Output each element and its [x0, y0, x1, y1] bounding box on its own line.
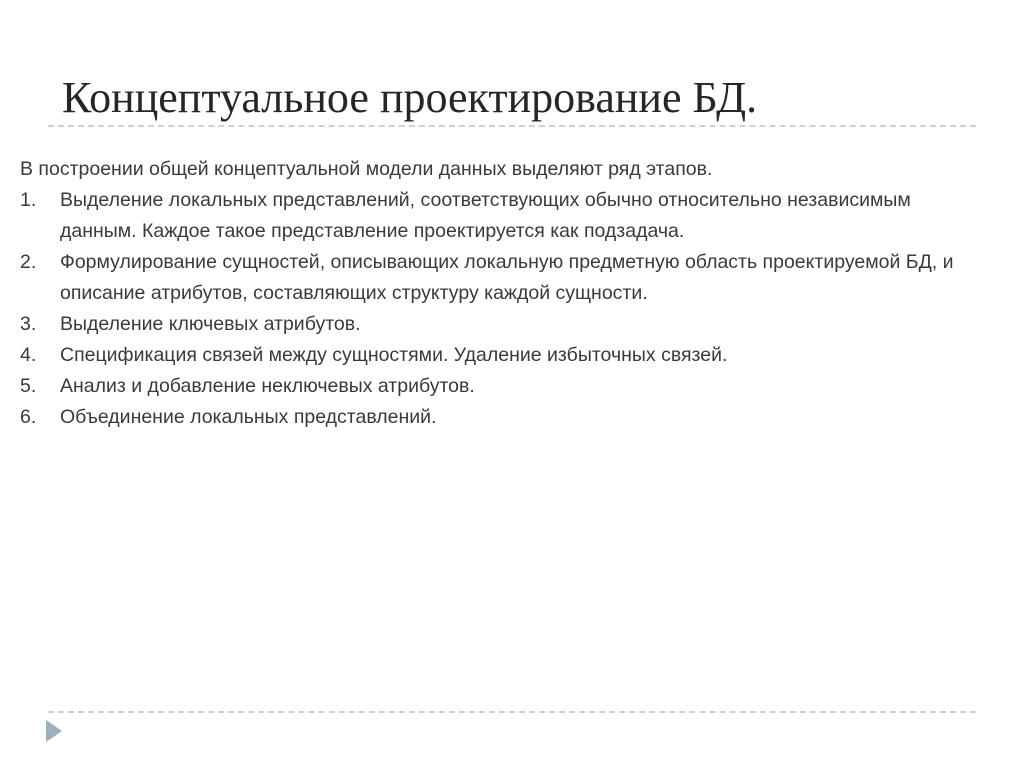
step-number: 2.: [20, 251, 37, 273]
step-number: 4.: [20, 344, 37, 366]
list-item: [20, 185, 990, 247]
step-number: 6.: [20, 406, 37, 428]
step-text: Формулирование сущностей, описывающих локальную предметную область проектируемой БД, и описание атрибутов, составляющих структуру каждой сущности.: [60, 251, 954, 304]
intro-text: В построении общей концептуальной модели данных выделяют ряд этапов.: [20, 158, 713, 180]
step-text: Выделение ключевых атрибутов.: [60, 313, 361, 335]
list-item: [20, 247, 990, 309]
step-number: 5.: [20, 375, 37, 397]
triangle-right-icon[interactable]: [46, 720, 62, 742]
slide-title: Концептуальное проектирование БД.: [62, 73, 758, 122]
step-text: Объединение локальных представлений.: [60, 406, 437, 428]
list-item: [20, 402, 990, 433]
step-number: 1.: [20, 189, 37, 211]
slide-body: [20, 154, 990, 433]
steps-list: [20, 185, 990, 433]
list-item: [20, 309, 990, 340]
list-item: [20, 371, 990, 402]
step-text: Анализ и добавление неключевых атрибутов.: [60, 375, 475, 397]
step-text: Выделение локальных представлений, соответствующих обычно относительно независимым данным. Каждое такое представление проектируется как подзадача.: [60, 189, 911, 242]
footer-divider: [48, 711, 976, 713]
title-divider: [48, 125, 976, 127]
step-text: Спецификация связей между сущностями. Удаление избыточных связей.: [60, 344, 728, 366]
step-number: 3.: [20, 313, 37, 335]
list-item: [20, 340, 990, 371]
